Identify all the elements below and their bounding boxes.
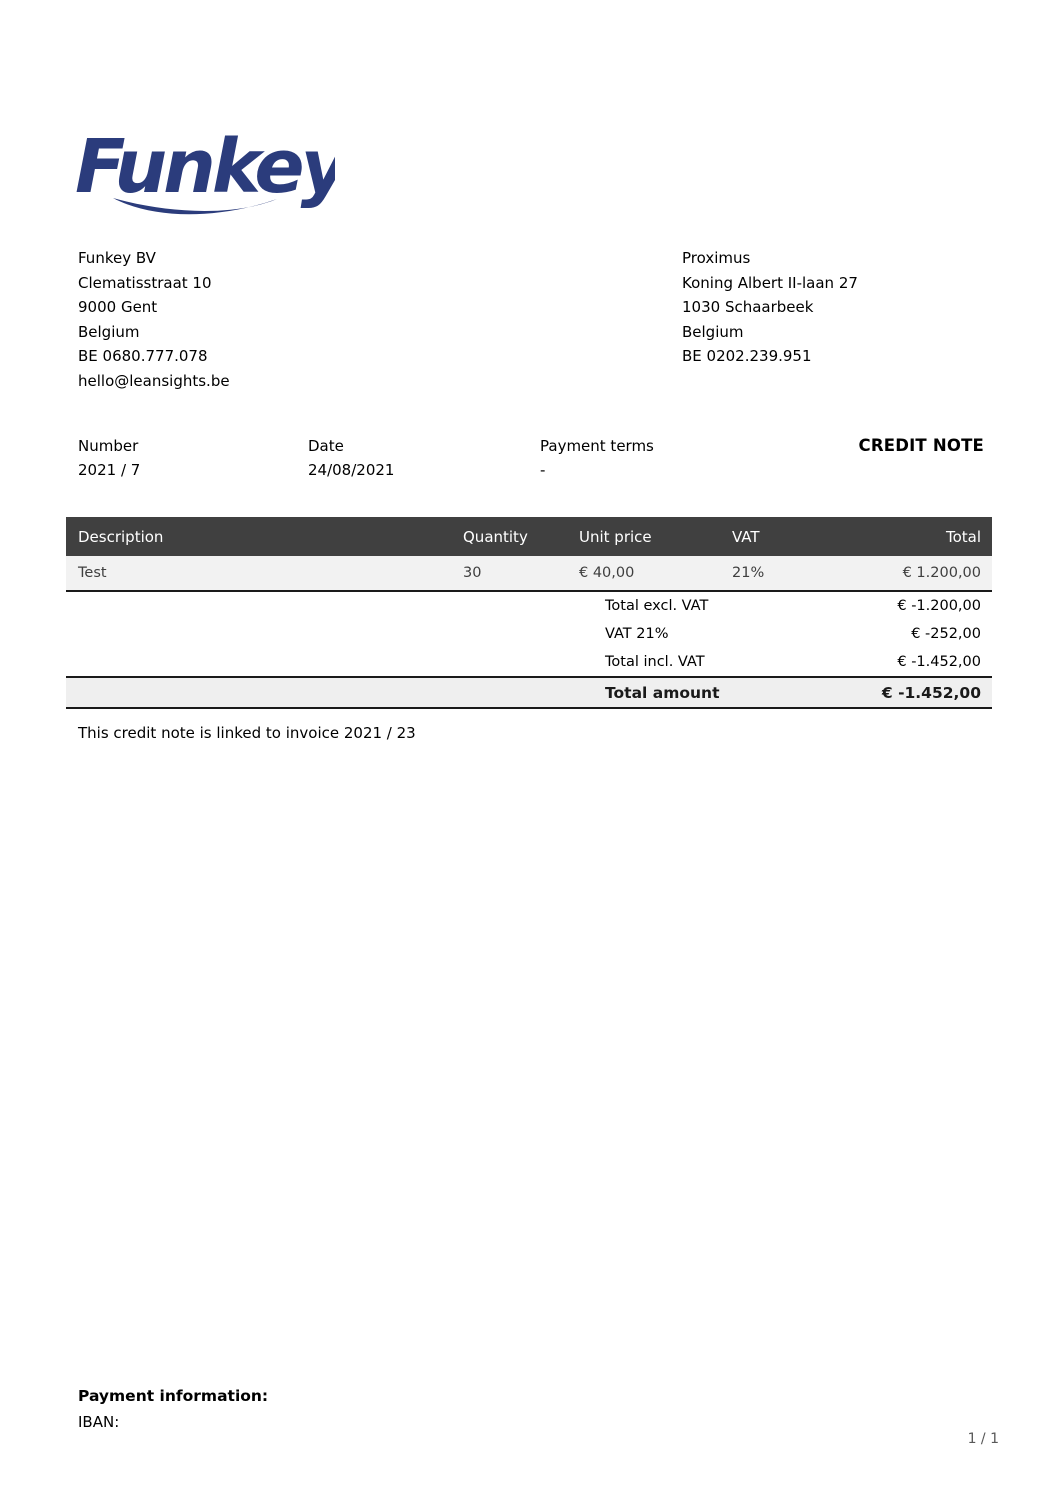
date-value: 24/08/2021 <box>308 461 395 479</box>
total-incl-vat-label: Total incl. VAT <box>605 654 705 670</box>
payment-terms-value: - <box>540 461 546 479</box>
vat-amount-label: VAT 21% <box>605 626 669 642</box>
total-amount-label: Total amount <box>605 683 720 702</box>
recipient-street: Koning Albert II-laan 27 <box>682 273 858 292</box>
total-amount-row <box>66 676 992 709</box>
header-unit-price: Unit price <box>579 527 652 546</box>
number-label: Number <box>78 437 139 455</box>
vat-amount-value: € -252,00 <box>911 626 981 642</box>
sender-country: Belgium <box>78 322 140 341</box>
recipient-city: 1030 Schaarbeek <box>682 298 814 316</box>
page-number: 1 / 1 <box>967 1431 999 1447</box>
header-vat: VAT <box>732 527 760 546</box>
header-total: Total <box>945 527 981 546</box>
recipient-country: Belgium <box>682 322 744 341</box>
total-incl-vat-value: € -1.452,00 <box>897 654 981 670</box>
cell-quantity: 30 <box>463 565 482 581</box>
total-incl-vat-row <box>66 648 992 676</box>
total-excl-vat-label: Total excl. VAT <box>605 598 709 614</box>
cell-unit-price: € 40,00 <box>579 565 635 581</box>
recipient-vat-number: BE 0202.239.951 <box>682 347 812 365</box>
linked-invoice-note: This credit note is linked to invoice 2021 / 23 <box>78 724 416 742</box>
total-excl-vat-value: € -1.200,00 <box>897 598 981 614</box>
vat-amount-row <box>66 620 992 648</box>
line-items-table <box>66 517 992 709</box>
funkey-logo <box>75 116 335 234</box>
total-excl-vat-row <box>66 592 992 620</box>
number-value: 2021 / 7 <box>78 461 141 479</box>
recipient-name: Proximus <box>682 249 751 267</box>
sender-name: Funkey BV <box>78 249 156 267</box>
iban-label: IBAN: <box>78 1413 120 1431</box>
table-row <box>66 556 992 592</box>
header-quantity: Quantity <box>463 527 528 546</box>
sender-street: Clematisstraat 10 <box>78 273 212 292</box>
sender-vat-number: BE 0680.777.078 <box>78 347 208 365</box>
recipient-address <box>682 246 858 369</box>
payment-information-label: Payment information: <box>78 1387 269 1405</box>
date-label: Date <box>308 437 344 455</box>
table-header-row <box>66 517 992 556</box>
cell-total: € 1.200,00 <box>902 565 981 581</box>
document-type-title: CREDIT NOTE <box>858 436 984 455</box>
cell-description: Test <box>78 565 107 581</box>
total-amount-value: € -1.452,00 <box>881 683 981 702</box>
sender-address <box>78 246 230 393</box>
sender-city: 9000 Gent <box>78 298 158 316</box>
header-description: Description <box>78 527 164 546</box>
funkey-logo-text: Funkey <box>75 124 335 210</box>
cell-vat: 21% <box>732 565 765 581</box>
payment-terms-label: Payment terms <box>540 437 654 455</box>
sender-email: hello@leansights.be <box>78 371 230 390</box>
funkey-logo-graphic <box>75 116 335 234</box>
